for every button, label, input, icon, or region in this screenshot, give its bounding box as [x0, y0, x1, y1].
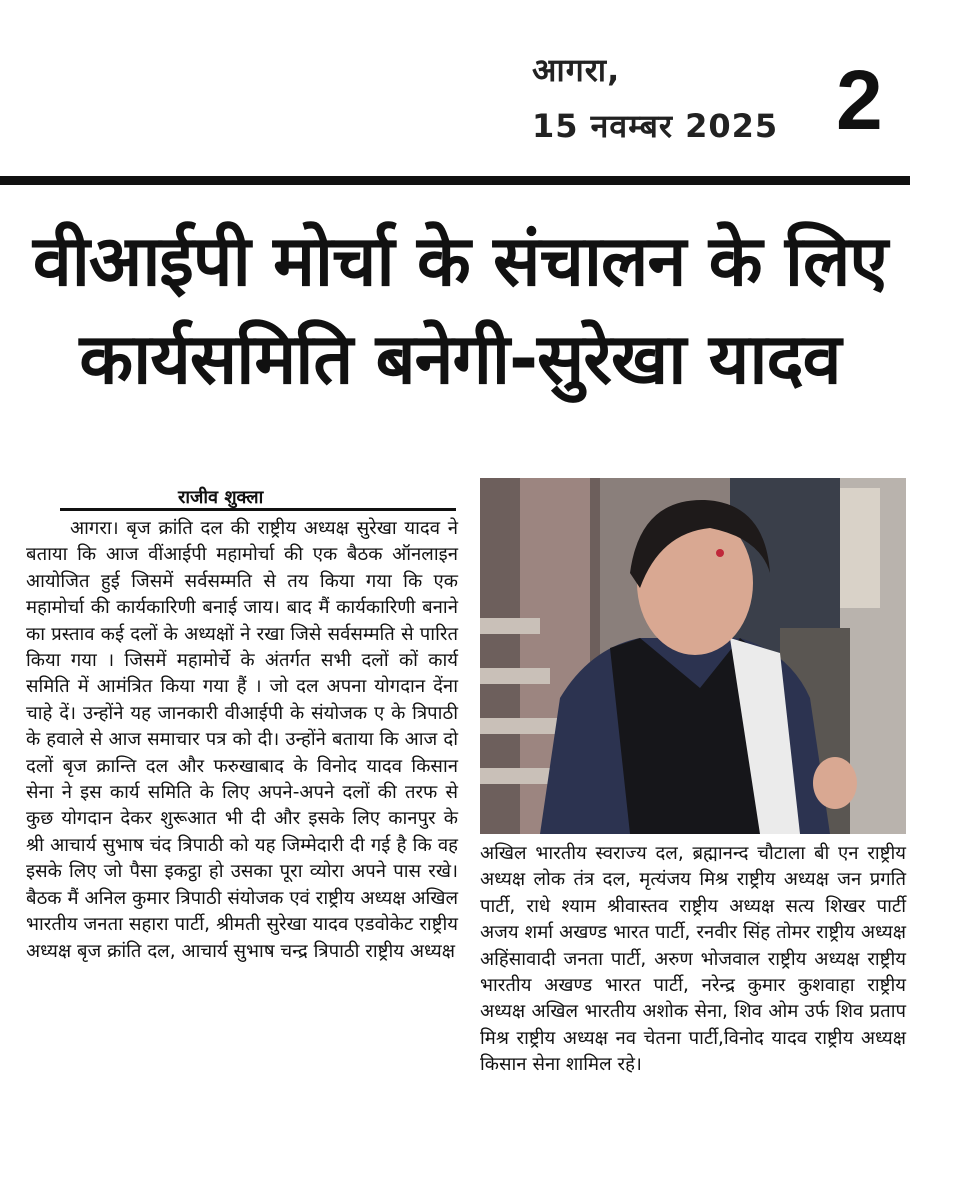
headline: [0, 212, 920, 408]
article-right-column: [480, 841, 906, 1079]
top-rule: [0, 176, 910, 185]
byline-rule: [60, 508, 456, 511]
byline: राजीव शुक्ला: [178, 487, 264, 508]
masthead-city: आगरा,: [532, 51, 621, 89]
masthead-date: 15 नवम्बर 2025: [532, 107, 779, 145]
headline-line-2: कार्यसमिति बनेगी-सुरेखा यादव: [79, 318, 841, 400]
page-number: 2: [836, 53, 883, 147]
article-left-column: [26, 516, 458, 965]
headline-line-1: वीआईपी मोर्चा के संचालन के लिए: [32, 220, 888, 302]
article-body-right: अखिल भारतीय स्वराज्य दल, ब्रह्मानन्द चौटाला बी एन राष्ट्रीय अध्यक्ष लोक तंत्र दल, मृत्यंजय मिश्र राष्ट्रीय अध्यक्ष जन प्रगति पार्टी, राधे श्याम श्रीवास्तव राष्ट्रीय अध्यक्ष सत्य शिखर पार्टी अजय शर्मा अखण्ड भारत पार्टी, रनवीर सिंह तोमर राष्ट्रीय अध्यक्ष अहिंसावादी जनता पार्टी, अरुण भोजवाल राष्ट्रीय अध्यक्ष राष्ट्रीय भारतीय अखण्ड भारत पार्टी, नरेन्द्र कुमार कुशवाहा राष्ट्रीय अध्यक्ष अखिल भारतीय अशोक सेना, शिव ओम उर्फ शिव प्रताप मिश्र राष्ट्रीय अध्यक्ष नव चेतना पार्टी,विनोद यादव राष्ट्रीय अध्यक्ष किसान सेना शामिल रहे।: [480, 843, 906, 1076]
photo-illustration: [480, 478, 906, 834]
article-body-left: आगरा। बृज क्रांति दल की राष्ट्रीय अध्यक्ष सुरेखा यादव ने बताया कि आज वींआईपी महामोर्चा की एक बैठक ऑनलाइन आयोजित हुई जिसमें सर्वसम्मति से तय किया गया कि एक महामोर्चा की कार्यकारिणी बनाई जाय। बाद मैं कार्यकारिणी बनाने का प्रस्ताव कई दलों के अध्यक्षों ने रखा जिसे सर्वसम्मति से पारित किया गया । जिसमें महामोर्चे के अंतर्गत सभी दलों कों कार्य समिति में आमंत्रित किया गया हैं । जो दल अपना योगदान देंना चाहे दें। उन्होंने यह जानकारी वीआईपी के संयोजक ए के त्रिपाठी के हवाले से आज समाचार पत्र को दी। उन्होंने बताया कि आज दो दलों बृज क्रान्ति दल और फरुखाबाद के विनोद यादव किसान सेना ने इस कार्य समिति के लिए अपने-अपने दलों की तरफ से कुछ योगदान देकर शुरूआत भी दी और इसके लिए कानपुर के श्री आचार्य सुभाष चंद त्रिपाठी को यह जिम्मेदारी दी गई है कि वह इसके लिए जो पैसा इकट्ठा हो उसका पूरा व्योरा अपने पास रखे। बैठक मैं अनिल कुमार त्रिपाठी संयोजक एवं राष्ट्रीय अध्यक्ष अखिल भारतीय जनता सहारा पार्टी, श्रीमती सुरेखा यादव एडवोकेट राष्ट्रीय अध्यक्ष बृज क्रांति दल, आचार्य सुभाष चन्द्र त्रिपाठी राष्ट्रीय अध्यक्ष: [26, 518, 458, 962]
article-photo: [480, 478, 906, 834]
